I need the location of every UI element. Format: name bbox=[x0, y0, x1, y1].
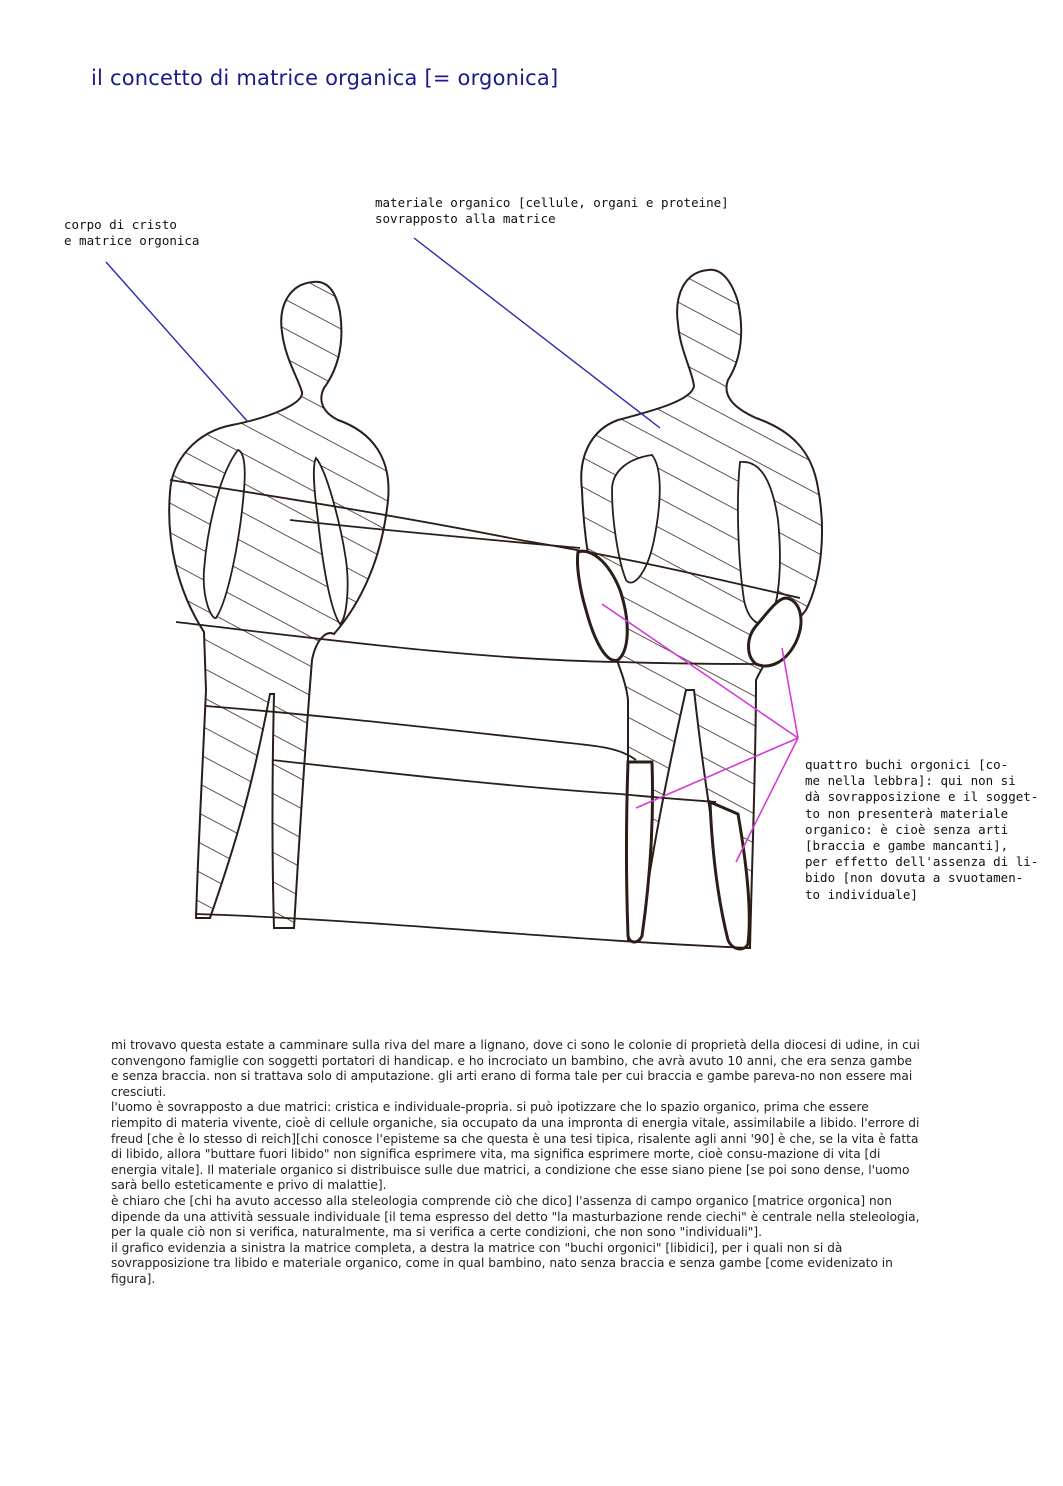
label-line: quattro buchi orgonici [co- bbox=[805, 757, 1009, 772]
label-line: materiale organico [cellule, organi e proteine] bbox=[375, 195, 729, 210]
label-line: corpo di cristo bbox=[64, 217, 177, 232]
paragraph: mi trovavo questa estate a camminare sulla riva del mare a lignano, dove ci sono le colonie di proprietà della diocesi di udine, in cui convengono famiglie con soggetti portatori di handicap. e ho incrociato un bambino, che avrà avuto 10 anni, che era senza gambe e senza braccia. non si trattava solo di amputazione. gli arti erano di forma tale per cui braccia e gambe pareva-no non essere mai cresciuti. bbox=[111, 1038, 920, 1099]
label-line: to non presenterà materiale bbox=[805, 805, 1009, 821]
paragraph: l'uomo è sovrapposto a due matrici: cristica e individuale-propria. si può ipotizzare che lo spazio organico, prima che essere riempito di materia vivente, cioè di cellule organiche, sia occupato da una impronta di energia vitale, assimilabile a libido. l'errore di freud [che è lo stesso di reich][chi conosce l'episteme sa che questa è una tesi tipica, risalente agli anni '90] è che, se la vita è fatta di libido, allora "buttare fuori libido" non significa esprimere vita, ma significa esprimere morte, cioè consu-mazione di vita [di energia vitale]. Il materiale organico si distribuisce sulle due matrici, a condizione che esse siano piene [se poi sono dense, l'uomo sarà bello esteticamente e privo di malattie]. bbox=[111, 1100, 920, 1193]
body-text bbox=[111, 1038, 921, 1288]
label-line: sovrapposto alla matrice bbox=[375, 211, 556, 226]
label-line: to individuale] bbox=[805, 886, 918, 902]
paragraph: il grafico evidenzia a sinistra la matrice completa, a destra la matrice con "buchi orgonici" [libidici], per i quali non si dà sovrapposizione tra libido e materiale organico, come in qual bambino, nato senza braccia e senza gambe [come evidenizato in figura]. bbox=[111, 1240, 893, 1286]
pointer-left bbox=[106, 262, 248, 422]
left-figure bbox=[169, 282, 388, 928]
label-line: dà sovrapposizione e il sogget- bbox=[805, 789, 1039, 805]
label-line: e matrice orgonica bbox=[64, 233, 200, 248]
paragraph: è chiaro che [chi ha avuto accesso alla steleologia comprende ciò che dico] l'assenza di campo organico [matrice orgonica] non dipende da una attività sessuale individuale [il tema espresso del detto "la masturbazione rende ciechi" è centrale nella steleologia, per la quale ciò non si verifica, naturalmente, ma si verifica a certe condizioni, che non sono "individuali"]. bbox=[111, 1193, 920, 1240]
orgonic-hole bbox=[627, 762, 653, 942]
label-line: me nella lebbra]: qui non si bbox=[805, 773, 1016, 789]
label-line: bido [non dovuta a svuotamen- bbox=[805, 870, 1024, 886]
pointer-right bbox=[414, 238, 660, 428]
page-title: il concetto di matrice organica [= orgonica] bbox=[91, 66, 559, 90]
label-line: [braccia e gambe mancanti], bbox=[805, 838, 1009, 854]
label-line: organico: è cioè senza arti bbox=[805, 821, 1009, 837]
label-line: per effetto dell'assenza di li- bbox=[805, 854, 1039, 870]
